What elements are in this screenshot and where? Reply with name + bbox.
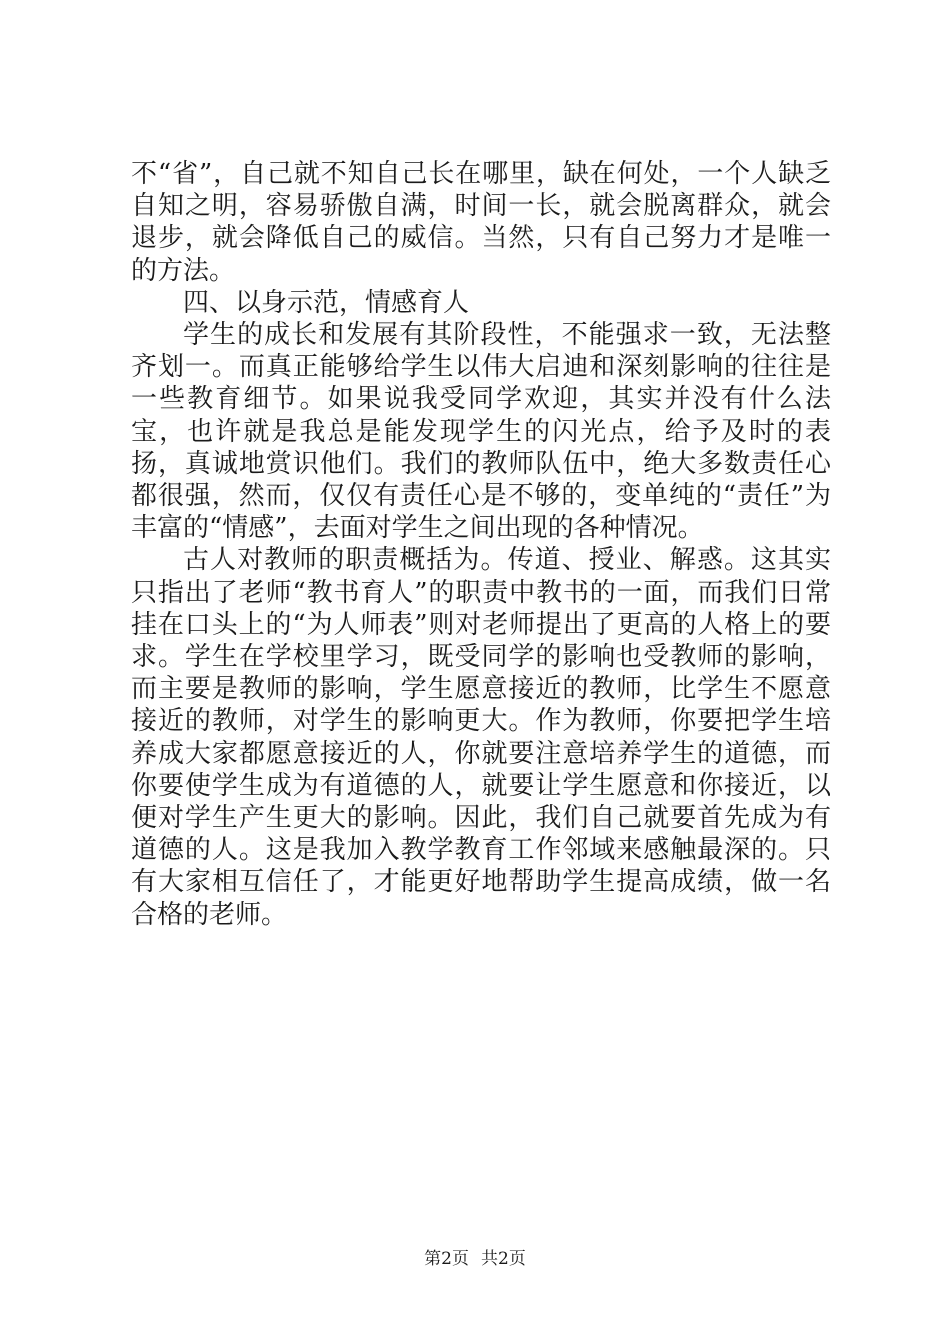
page-total: 共2页 bbox=[481, 1249, 526, 1269]
page-number: 第2页 bbox=[424, 1249, 469, 1269]
document-body bbox=[131, 158, 831, 931]
body-paragraph: 古人对教师的职责概括为。传道、授业、解惑。这其实只指出了老师“教书育人”的职责中教书的一面，而我们日常挂在口头上的“为人师表”则对老师提出了更高的人格上的要求。学生在学校里学习，既受同学的影响也受教师的影响，而主要是教师的影响，学生愿意接近的教师，比学生不愿意接近的教师，对学生的影响更大。作为教师，你要把学生培养成大家都愿意接近的人，你就要注意培养学生的道德，而你要使学生成为有道德的人，就要让学生愿意和你接近，以便对学生产生更大的影响。因此，我们自己就要首先成为有道德的人。这是我加入教学教育工作邻域来感触最深的。只有大家相互信任了，才能更好地帮助学生提高成绩，做一名合格的老师。 bbox=[131, 545, 831, 930]
section-heading: 四、以身示范，情感育人 bbox=[183, 287, 470, 318]
page-footer bbox=[0, 1244, 950, 1269]
continuation-paragraph: 不“省”，自己就不知自己长在哪里，缺在何处，一个人缺乏自知之明，容易骄傲自满，时间一长，就会脱离群众，就会退步，就会降低自己的威信。当然，只有自己努力才是唯一的方法。 bbox=[131, 159, 831, 286]
body-paragraph: 学生的成长和发展有其阶段性，不能强求一致，无法整齐划一。而真正能够给学生以伟大启迪和深刻影响的往往是一些教育细节。如果说我受同学欢迎，其实并没有什么法宝，也许就是我总是能发现学生的闪光点，给予及时的表扬，真诚地赏识他们。我们的教师队伍中，绝大多数责任心都很强，然而，仅仅有责任心是不够的，变单纯的“责任”为丰富的“情感”，去面对学生之间出现的各种情况。 bbox=[131, 320, 831, 544]
